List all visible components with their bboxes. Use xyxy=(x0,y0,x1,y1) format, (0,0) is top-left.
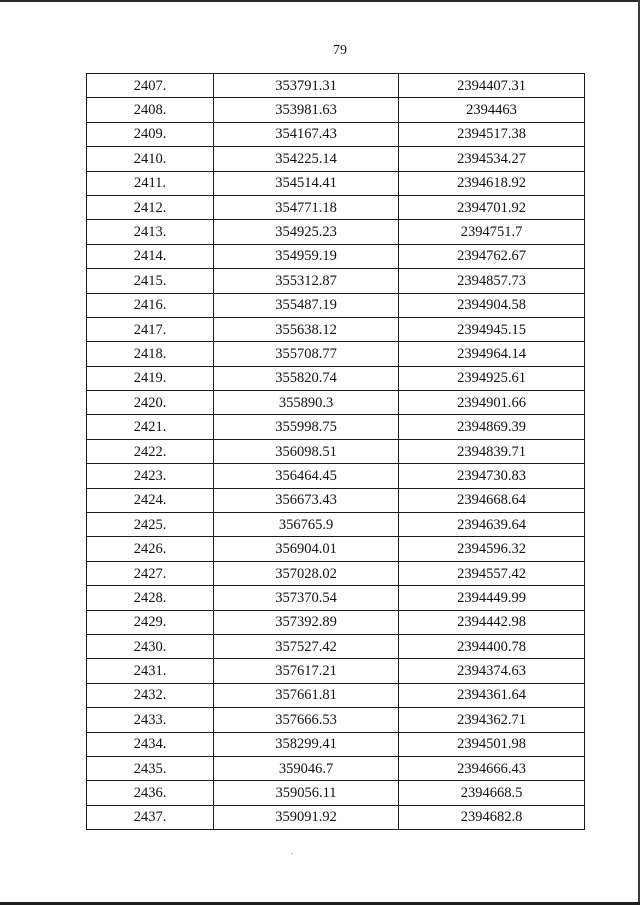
y-coordinate-cell: 2394857.73 xyxy=(399,269,585,293)
point-number-cell: 2418. xyxy=(87,342,214,366)
point-number-cell: 2407. xyxy=(87,74,214,98)
y-coordinate-cell: 2394517.38 xyxy=(399,122,585,146)
y-coordinate-cell: 2394666.43 xyxy=(399,756,585,780)
x-coordinate-cell: 354925.23 xyxy=(214,220,399,244)
x-coordinate-cell: 357392.89 xyxy=(214,610,399,634)
x-coordinate-cell: 354514.41 xyxy=(214,171,399,195)
point-number-cell: 2430. xyxy=(87,634,214,658)
point-number-cell: 2409. xyxy=(87,122,214,146)
y-coordinate-cell: 2394964.14 xyxy=(399,342,585,366)
y-coordinate-cell: 2394901.66 xyxy=(399,391,585,415)
x-coordinate-cell: 359046.7 xyxy=(214,756,399,780)
table-row xyxy=(87,98,585,122)
x-coordinate-cell: 354959.19 xyxy=(214,244,399,268)
y-coordinate-cell: 2394362.71 xyxy=(399,708,585,732)
x-coordinate-cell: 357617.21 xyxy=(214,659,399,683)
point-number-cell: 2422. xyxy=(87,439,214,463)
x-coordinate-cell: 357666.53 xyxy=(214,708,399,732)
table-row xyxy=(87,488,585,512)
table-row xyxy=(87,805,585,829)
x-coordinate-cell: 357028.02 xyxy=(214,561,399,585)
table-row xyxy=(87,537,585,561)
point-number-cell: 2433. xyxy=(87,708,214,732)
x-coordinate-cell: 355487.19 xyxy=(214,293,399,317)
point-number-cell: 2410. xyxy=(87,147,214,171)
point-number-cell: 2420. xyxy=(87,391,214,415)
y-coordinate-cell: 2394618.92 xyxy=(399,171,585,195)
point-number-cell: 2411. xyxy=(87,171,214,195)
table-row xyxy=(87,415,585,439)
point-number-cell: 2425. xyxy=(87,513,214,537)
y-coordinate-cell: 2394639.64 xyxy=(399,513,585,537)
x-coordinate-cell: 354225.14 xyxy=(214,147,399,171)
point-number-cell: 2413. xyxy=(87,220,214,244)
table-row xyxy=(87,244,585,268)
x-coordinate-cell: 356765.9 xyxy=(214,513,399,537)
y-coordinate-cell: 2394400.78 xyxy=(399,634,585,658)
coordinates-table-body xyxy=(87,74,585,830)
y-coordinate-cell: 2394904.58 xyxy=(399,293,585,317)
y-coordinate-cell: 2394374.63 xyxy=(399,659,585,683)
x-coordinate-cell: 356464.45 xyxy=(214,464,399,488)
y-coordinate-cell: 2394442.98 xyxy=(399,610,585,634)
table-row xyxy=(87,147,585,171)
y-coordinate-cell: 2394762.67 xyxy=(399,244,585,268)
table-row xyxy=(87,586,585,610)
y-coordinate-cell: 2394463 xyxy=(399,98,585,122)
point-number-cell: 2428. xyxy=(87,586,214,610)
point-number-cell: 2435. xyxy=(87,756,214,780)
table-row xyxy=(87,366,585,390)
table-row xyxy=(87,317,585,341)
point-number-cell: 2414. xyxy=(87,244,214,268)
x-coordinate-cell: 353791.31 xyxy=(214,74,399,98)
x-coordinate-cell: 359091.92 xyxy=(214,805,399,829)
x-coordinate-cell: 355820.74 xyxy=(214,366,399,390)
table-row xyxy=(87,439,585,463)
x-coordinate-cell: 356098.51 xyxy=(214,439,399,463)
table-row xyxy=(87,464,585,488)
table-row xyxy=(87,391,585,415)
x-coordinate-cell: 357661.81 xyxy=(214,683,399,707)
table-row xyxy=(87,610,585,634)
y-coordinate-cell: 2394751.7 xyxy=(399,220,585,244)
y-coordinate-cell: 2394839.71 xyxy=(399,439,585,463)
y-coordinate-cell: 2394668.5 xyxy=(399,781,585,805)
table-row xyxy=(87,171,585,195)
x-coordinate-cell: 356673.43 xyxy=(214,488,399,512)
point-number-cell: 2416. xyxy=(87,293,214,317)
x-coordinate-cell: 357370.54 xyxy=(214,586,399,610)
y-coordinate-cell: 2394449.99 xyxy=(399,586,585,610)
table-row xyxy=(87,122,585,146)
y-coordinate-cell: 2394869.39 xyxy=(399,415,585,439)
point-number-cell: 2412. xyxy=(87,195,214,219)
table-row xyxy=(87,74,585,98)
x-coordinate-cell: 354167.43 xyxy=(214,122,399,146)
table-row xyxy=(87,269,585,293)
table-row xyxy=(87,781,585,805)
table-row xyxy=(87,683,585,707)
x-coordinate-cell: 354771.18 xyxy=(214,195,399,219)
x-coordinate-cell: 357527.42 xyxy=(214,634,399,658)
point-number-cell: 2408. xyxy=(87,98,214,122)
x-coordinate-cell: 355890.3 xyxy=(214,391,399,415)
table-row xyxy=(87,195,585,219)
y-coordinate-cell: 2394682.8 xyxy=(399,805,585,829)
table-row xyxy=(87,732,585,756)
point-number-cell: 2431. xyxy=(87,659,214,683)
point-number-cell: 2427. xyxy=(87,561,214,585)
scan-edge-top xyxy=(0,0,640,2)
y-coordinate-cell: 2394534.27 xyxy=(399,147,585,171)
x-coordinate-cell: 358299.41 xyxy=(214,732,399,756)
y-coordinate-cell: 2394730.83 xyxy=(399,464,585,488)
x-coordinate-cell: 355638.12 xyxy=(214,317,399,341)
table-row xyxy=(87,220,585,244)
table-row xyxy=(87,756,585,780)
y-coordinate-cell: 2394501.98 xyxy=(399,732,585,756)
x-coordinate-cell: 355708.77 xyxy=(214,342,399,366)
y-coordinate-cell: 2394407.31 xyxy=(399,74,585,98)
table-row xyxy=(87,342,585,366)
y-coordinate-cell: 2394596.32 xyxy=(399,537,585,561)
x-coordinate-cell: 353981.63 xyxy=(214,98,399,122)
point-number-cell: 2436. xyxy=(87,781,214,805)
table-row xyxy=(87,293,585,317)
x-coordinate-cell: 355312.87 xyxy=(214,269,399,293)
table-row xyxy=(87,659,585,683)
point-number-cell: 2423. xyxy=(87,464,214,488)
x-coordinate-cell: 356904.01 xyxy=(214,537,399,561)
point-number-cell: 2415. xyxy=(87,269,214,293)
table-row xyxy=(87,708,585,732)
point-number-cell: 2434. xyxy=(87,732,214,756)
scan-speck xyxy=(291,853,293,854)
coordinates-table xyxy=(86,73,585,830)
point-number-cell: 2432. xyxy=(87,683,214,707)
page-number: 79 xyxy=(333,43,347,58)
table-row xyxy=(87,513,585,537)
x-coordinate-cell: 355998.75 xyxy=(214,415,399,439)
point-number-cell: 2437. xyxy=(87,805,214,829)
table-row xyxy=(87,634,585,658)
table-row xyxy=(87,561,585,585)
y-coordinate-cell: 2394361.64 xyxy=(399,683,585,707)
y-coordinate-cell: 2394701.92 xyxy=(399,195,585,219)
point-number-cell: 2424. xyxy=(87,488,214,512)
y-coordinate-cell: 2394925.61 xyxy=(399,366,585,390)
point-number-cell: 2421. xyxy=(87,415,214,439)
point-number-cell: 2417. xyxy=(87,317,214,341)
y-coordinate-cell: 2394945.15 xyxy=(399,317,585,341)
point-number-cell: 2429. xyxy=(87,610,214,634)
y-coordinate-cell: 2394668.64 xyxy=(399,488,585,512)
point-number-cell: 2419. xyxy=(87,366,214,390)
y-coordinate-cell: 2394557.42 xyxy=(399,561,585,585)
x-coordinate-cell: 359056.11 xyxy=(214,781,399,805)
point-number-cell: 2426. xyxy=(87,537,214,561)
